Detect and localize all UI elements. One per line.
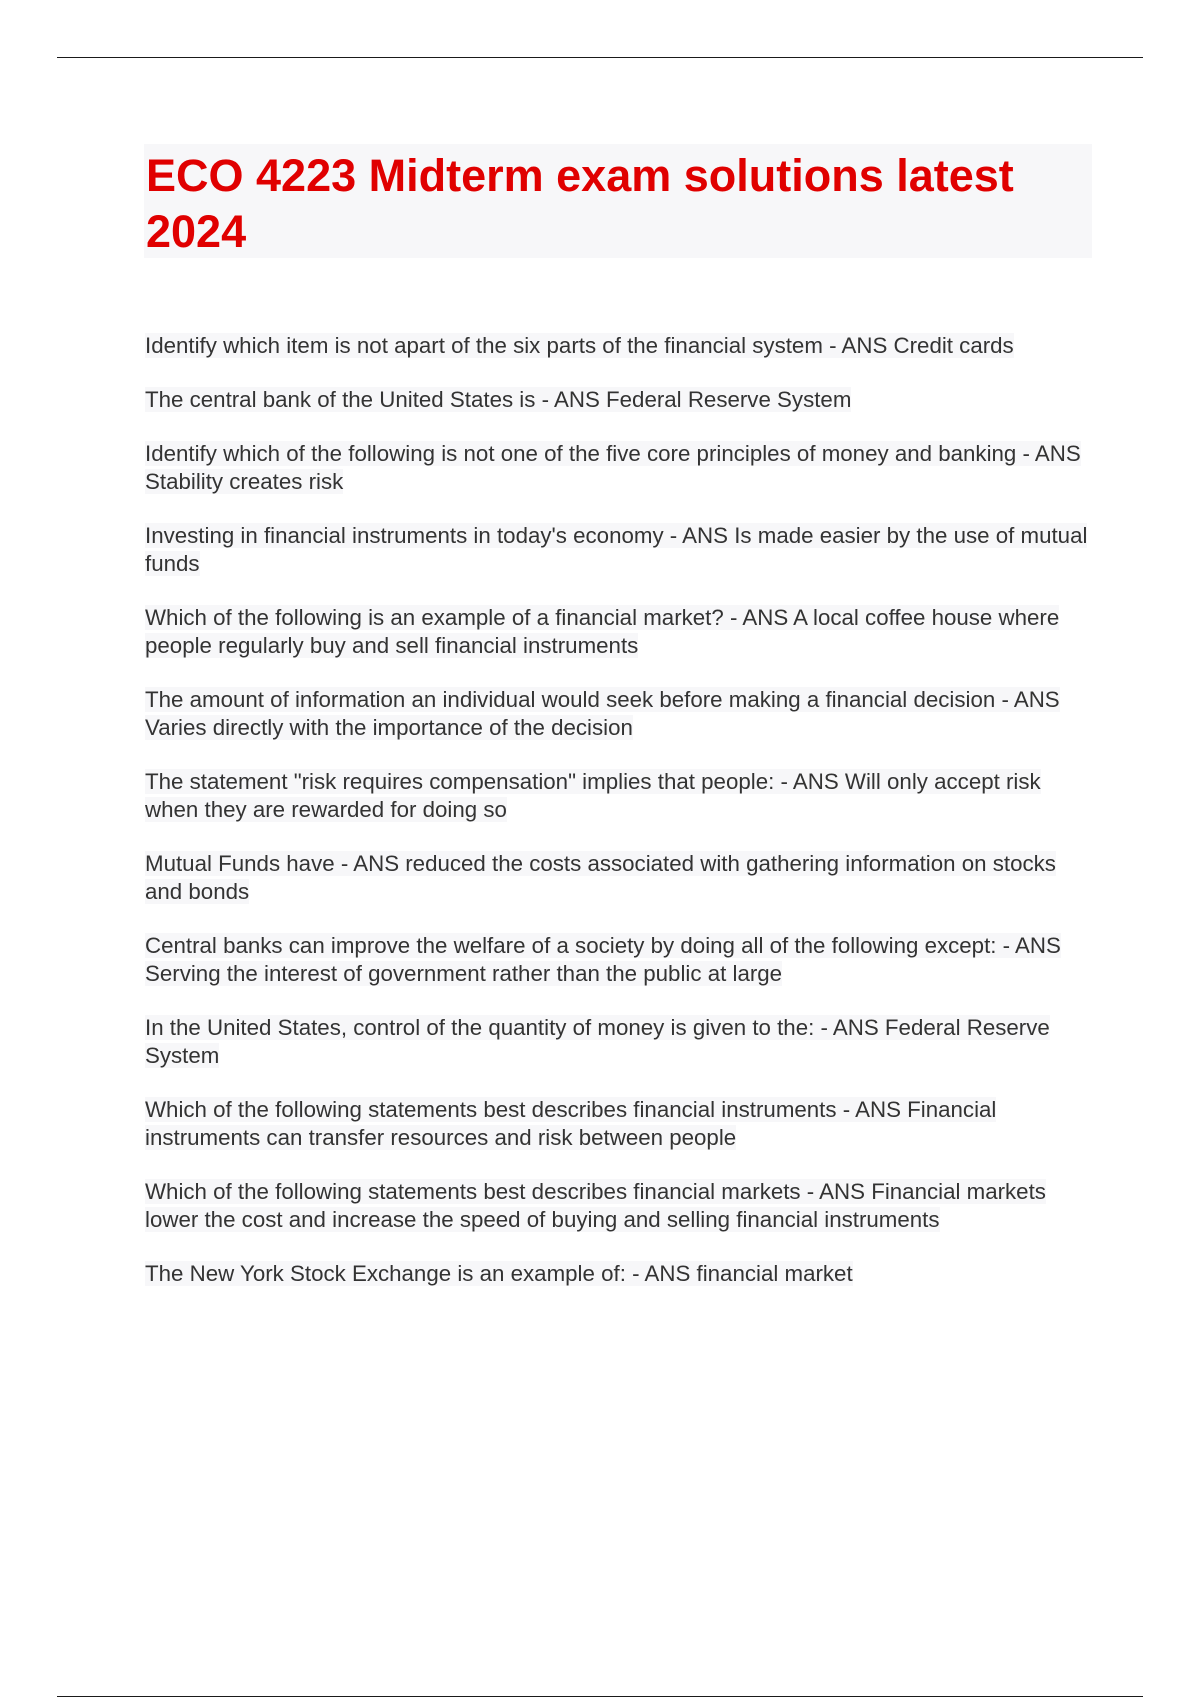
qa-item-7 bbox=[145, 768, 1090, 824]
qa-text: The amount of information an individual would seek before making a financial decision - ANS Varies directly with the importance of the decision bbox=[145, 687, 1060, 740]
qa-item-12 bbox=[145, 1178, 1090, 1234]
footer-rule bbox=[57, 1696, 1143, 1697]
header-rule bbox=[57, 57, 1143, 58]
qa-text: Mutual Funds have - ANS reduced the costs associated with gathering information on stocks and bonds bbox=[145, 851, 1056, 904]
qa-item-8 bbox=[145, 850, 1090, 906]
qa-item-6 bbox=[145, 686, 1090, 742]
qa-text: The central bank of the United States is - ANS Federal Reserve System bbox=[145, 387, 852, 412]
qa-item-1 bbox=[145, 332, 1090, 360]
qa-text: Investing in financial instruments in today's economy - ANS Is made easier by the use of mutual funds bbox=[145, 523, 1088, 576]
qa-text: Identify which of the following is not one of the five core principles of money and banking - ANS Stability creates risk bbox=[145, 441, 1081, 494]
qa-text: In the United States, control of the quantity of money is given to the: - ANS Federal Reserve System bbox=[145, 1015, 1050, 1068]
document-title: ECO 4223 Midterm exam solutions latest 2024 bbox=[146, 150, 1014, 257]
qa-item-9 bbox=[145, 932, 1090, 988]
qa-item-13 bbox=[145, 1260, 1090, 1288]
qa-list bbox=[145, 332, 1090, 1314]
qa-text: The New York Stock Exchange is an example of: - ANS financial market bbox=[145, 1261, 853, 1286]
qa-item-3 bbox=[145, 440, 1090, 496]
qa-item-11 bbox=[145, 1096, 1090, 1152]
qa-text: Which of the following is an example of a financial market? - ANS A local coffee house where people regularly buy and sell financial instruments bbox=[145, 605, 1060, 658]
qa-text: Identify which item is not apart of the six parts of the financial system - ANS Credit cards bbox=[145, 333, 1014, 358]
qa-item-5 bbox=[145, 604, 1090, 660]
qa-text: The statement "risk requires compensation" implies that people: - ANS Will only accept risk when they are rewarded for doing so bbox=[145, 769, 1041, 822]
qa-text: Which of the following statements best describes financial markets - ANS Financial markets lower the cost and increase the speed of buying and selling financial instruments bbox=[145, 1179, 1046, 1232]
qa-item-10 bbox=[145, 1014, 1090, 1070]
title-block bbox=[144, 144, 1092, 258]
qa-item-2 bbox=[145, 386, 1090, 414]
qa-text: Central banks can improve the welfare of a society by doing all of the following except: - ANS Serving the interest of government rather than the public at large bbox=[145, 933, 1061, 986]
qa-item-4 bbox=[145, 522, 1090, 578]
qa-text: Which of the following statements best describes financial instruments - ANS Financial instruments can transfer resources and risk between people bbox=[145, 1097, 997, 1150]
